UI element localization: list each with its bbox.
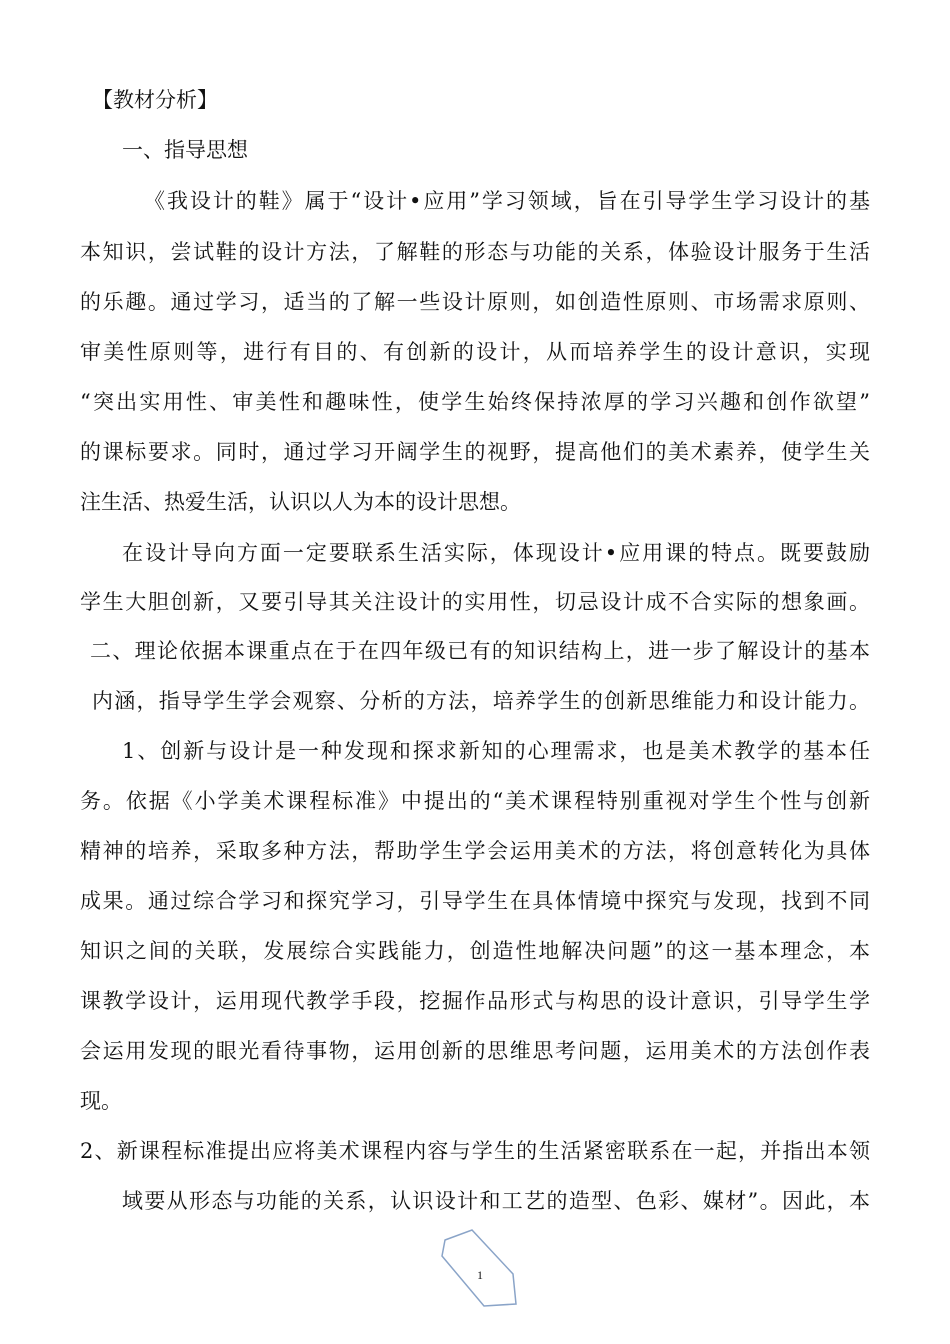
- page-number: 1: [477, 1268, 483, 1282]
- paragraph-line: 会运用发现的眼光看待事物，运用创新的思维思考问题，运用美术的方法创作表: [80, 1039, 870, 1063]
- paragraph-line: 1、创新与设计是一种发现和探求新知的心理需求，也是美术教学的基本任: [122, 739, 870, 763]
- paragraph-line: 课教学设计，运用现代教学手段，挖掘作品形式与构思的设计意识，引导学生学: [80, 989, 870, 1013]
- paragraph-line: 审美性原则等，进行有目的、有创新的设计，从而培养学生的设计意识，实现: [80, 340, 870, 364]
- paragraph-line: “突出实用性、审美性和趣味性，使学生始终保持浓厚的学习兴趣和创作欲望”: [80, 390, 870, 414]
- paragraph-line: 2、新课程标准提出应将美术课程内容与学生的生活紧密联系在一起，并指出本领: [80, 1139, 870, 1163]
- paragraph-line: 成果。通过综合学习和探究学习，引导学生在具体情境中探究与发现，找到不同: [80, 889, 870, 913]
- paragraph-line: 的乐趣。通过学习，适当的了解一些设计原则，如创造性原则、市场需求原则、: [80, 290, 870, 314]
- paragraph-line: 的课标要求。同时，通过学习开阔学生的视野，提高他们的美术素养，使学生关: [80, 440, 870, 464]
- paragraph-line: 域要从形态与功能的关系，认识设计和工艺的造型、色彩、媒材”。因此，本: [122, 1189, 870, 1213]
- section1-title: 一、指导思想: [122, 138, 248, 162]
- paragraph-line: 内涵，指导学生学会观察、分析的方法，培养学生的创新思维能力和设计能力。: [92, 689, 870, 713]
- paragraph-line: 在设计导向方面一定要联系生活实际，体现设计•应用课的特点。既要鼓励: [122, 541, 870, 565]
- paragraph-line: 《我设计的鞋》属于“设计•应用”学习领域，旨在引导学生学习设计的基: [144, 189, 870, 213]
- paragraph-line: 知识之间的关联，发展综合实践能力，创造性地解决问题”的这一基本理念，本: [80, 939, 870, 963]
- paragraph-line: 注生活、热爱生活，认识以人为本的设计思想。: [80, 490, 521, 514]
- paragraph-line: 本知识，尝试鞋的设计方法，了解鞋的形态与功能的关系，体验设计服务于生活: [80, 240, 870, 264]
- paragraph-line: 学生大胆创新，又要引导其关注设计的实用性，切忌设计成不合实际的想象画。: [80, 590, 870, 614]
- paragraph-line: 务。依据《小学美术课程标准》中提出的“美术课程特别重视对学生个性与创新: [80, 789, 870, 813]
- document-heading: 【教材分析】: [92, 88, 218, 112]
- paragraph-line: 现。: [80, 1089, 122, 1113]
- paragraph-line: 精神的培养，采取多种方法，帮助学生学会运用美术的方法，将创意转化为具体: [80, 839, 870, 863]
- section2-title: 二、理论依据本课重点在于在四年级已有的知识结构上，进一步了解设计的基本: [90, 639, 870, 663]
